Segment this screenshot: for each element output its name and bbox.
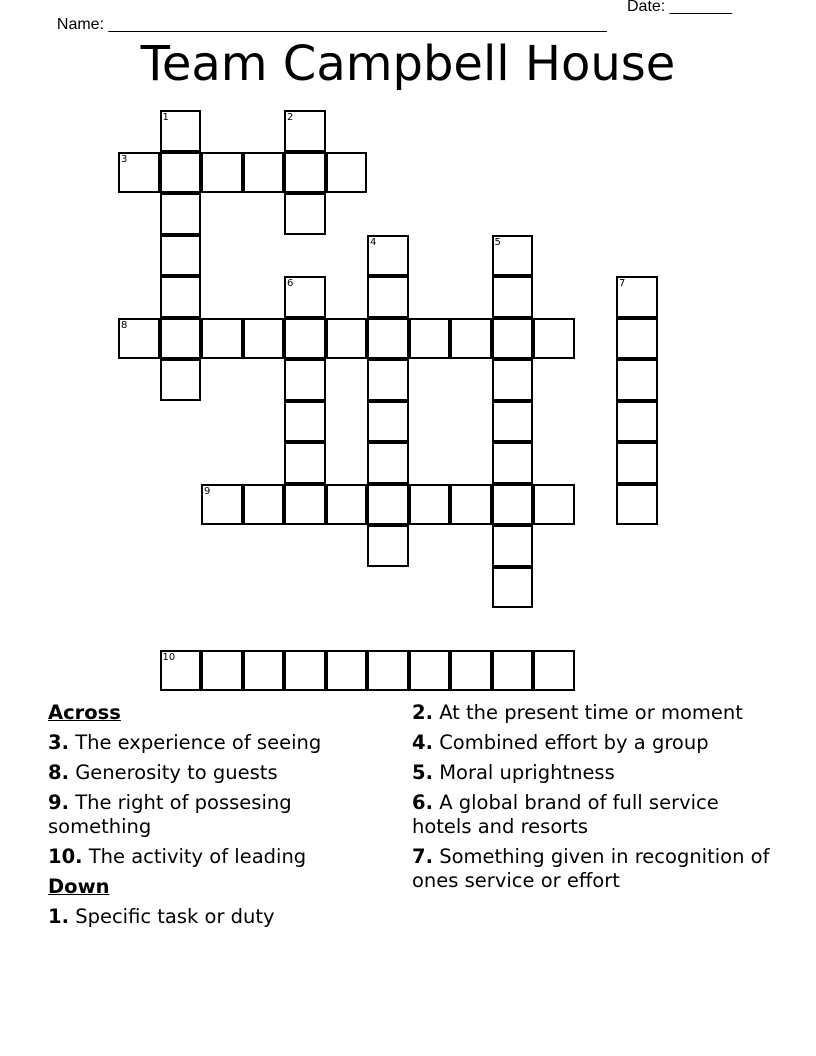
- clue-across-8: 8. Generosity to guests: [48, 761, 278, 784]
- grid-cell[interactable]: [326, 318, 368, 360]
- grid-cell[interactable]: [201, 318, 243, 360]
- grid-cell[interactable]: [533, 318, 575, 360]
- clue-across-10: 10. The activity of leading: [48, 845, 307, 868]
- name-field[interactable]: Name: ________________________________________________________: [56, 16, 607, 33]
- grid-cell[interactable]: [201, 650, 243, 692]
- cell-number: 8: [121, 319, 128, 331]
- grid-cell[interactable]: [492, 442, 534, 484]
- grid-cell[interactable]: [243, 152, 285, 194]
- grid-cell[interactable]: [160, 110, 202, 152]
- grid-cell[interactable]: [616, 318, 658, 360]
- grid-cell[interactable]: [160, 193, 202, 235]
- grid-cell[interactable]: [450, 650, 492, 692]
- grid-cell[interactable]: [492, 484, 534, 526]
- clue-down-4: 4. Combined effort by a group: [412, 731, 709, 754]
- grid-cell[interactable]: [284, 110, 326, 152]
- grid-cell[interactable]: [492, 525, 534, 567]
- grid-cell[interactable]: [450, 318, 492, 360]
- cell-number: 2: [287, 112, 294, 123]
- grid-cell[interactable]: [201, 152, 243, 194]
- grid-cell[interactable]: [367, 525, 409, 567]
- grid-cell[interactable]: [326, 484, 368, 526]
- grid-cell[interactable]: [492, 650, 534, 692]
- clue-down-5: 5. Moral uprightness: [412, 761, 615, 784]
- grid-cell[interactable]: [492, 567, 534, 609]
- grid-cell[interactable]: [326, 650, 368, 692]
- cell-number: 9: [204, 485, 211, 497]
- grid-cell[interactable]: [409, 484, 451, 526]
- clues-right-column: [412, 701, 772, 899]
- grid-cell[interactable]: [616, 484, 658, 526]
- clue-down-2: 2. At the present time or moment: [412, 701, 743, 724]
- grid-cell[interactable]: [367, 276, 409, 318]
- grid-cell[interactable]: [284, 276, 326, 318]
- grid-cell[interactable]: [284, 484, 326, 526]
- grid-cell[interactable]: [367, 650, 409, 692]
- grid-cell[interactable]: [201, 484, 243, 526]
- clue-across-3: 3. The experience of seeing: [48, 731, 322, 754]
- grid-cell[interactable]: [492, 359, 534, 401]
- grid-cell[interactable]: [616, 401, 658, 443]
- cell-number: 10: [162, 651, 176, 663]
- grid-cell[interactable]: [616, 442, 658, 484]
- grid-cell[interactable]: [118, 318, 160, 360]
- grid-cell[interactable]: [367, 484, 409, 526]
- grid-cell[interactable]: [284, 318, 326, 360]
- grid-cell[interactable]: [284, 442, 326, 484]
- clue-down-7: 7. Something given in recognition of ones service or effort: [412, 845, 770, 892]
- grid-cell[interactable]: [160, 235, 202, 277]
- cell-number: 4: [370, 236, 377, 248]
- down-heading: Down: [48, 875, 110, 898]
- grid-cell[interactable]: [160, 276, 202, 318]
- grid-cell[interactable]: [492, 318, 534, 360]
- grid-cell[interactable]: [533, 650, 575, 692]
- clue-down-1: 1. Specific task or duty: [48, 905, 275, 928]
- cell-number: 5: [494, 236, 501, 248]
- grid-cell[interactable]: [367, 401, 409, 443]
- grid-cell[interactable]: [367, 442, 409, 484]
- across-heading: Across: [48, 701, 121, 724]
- grid-cell[interactable]: [450, 484, 492, 526]
- cell-number: 3: [121, 153, 128, 165]
- grid-cell[interactable]: [367, 318, 409, 360]
- cell-number: 6: [287, 278, 294, 289]
- grid-cell[interactable]: [284, 193, 326, 235]
- grid-cell[interactable]: [284, 650, 326, 692]
- grid-cell[interactable]: [160, 152, 202, 194]
- grid-cell[interactable]: [160, 650, 202, 692]
- grid-cell[interactable]: [160, 359, 202, 401]
- grid-cell[interactable]: [243, 650, 285, 692]
- grid-cell[interactable]: [367, 359, 409, 401]
- cell-number: 1: [162, 112, 169, 123]
- grid-cell[interactable]: [492, 235, 534, 277]
- grid-cell[interactable]: [326, 152, 368, 194]
- grid-cell[interactable]: [533, 484, 575, 526]
- grid-cell[interactable]: [616, 359, 658, 401]
- clue-across-9: 9. The right of possesing something: [48, 791, 292, 838]
- grid-cell[interactable]: [243, 318, 285, 360]
- grid-cell[interactable]: [284, 401, 326, 443]
- puzzle-title: Team Campbell House: [140, 36, 676, 92]
- grid-cell[interactable]: [409, 318, 451, 360]
- grid-cell[interactable]: [160, 318, 202, 360]
- cell-number: 7: [619, 278, 626, 289]
- clue-down-6: 6. A global brand of full service hotels and resorts: [412, 791, 719, 838]
- grid-cell[interactable]: [284, 359, 326, 401]
- date-field[interactable]: Date: _______: [627, 0, 732, 15]
- grid-cell[interactable]: [492, 401, 534, 443]
- grid-cell[interactable]: [367, 235, 409, 277]
- grid-cell[interactable]: [492, 276, 534, 318]
- grid-cell[interactable]: [616, 276, 658, 318]
- grid-cell[interactable]: [409, 650, 451, 692]
- clues-left-column: [48, 701, 378, 935]
- grid-cell[interactable]: [284, 152, 326, 194]
- grid-cell[interactable]: [118, 152, 160, 194]
- grid-cell[interactable]: [243, 484, 285, 526]
